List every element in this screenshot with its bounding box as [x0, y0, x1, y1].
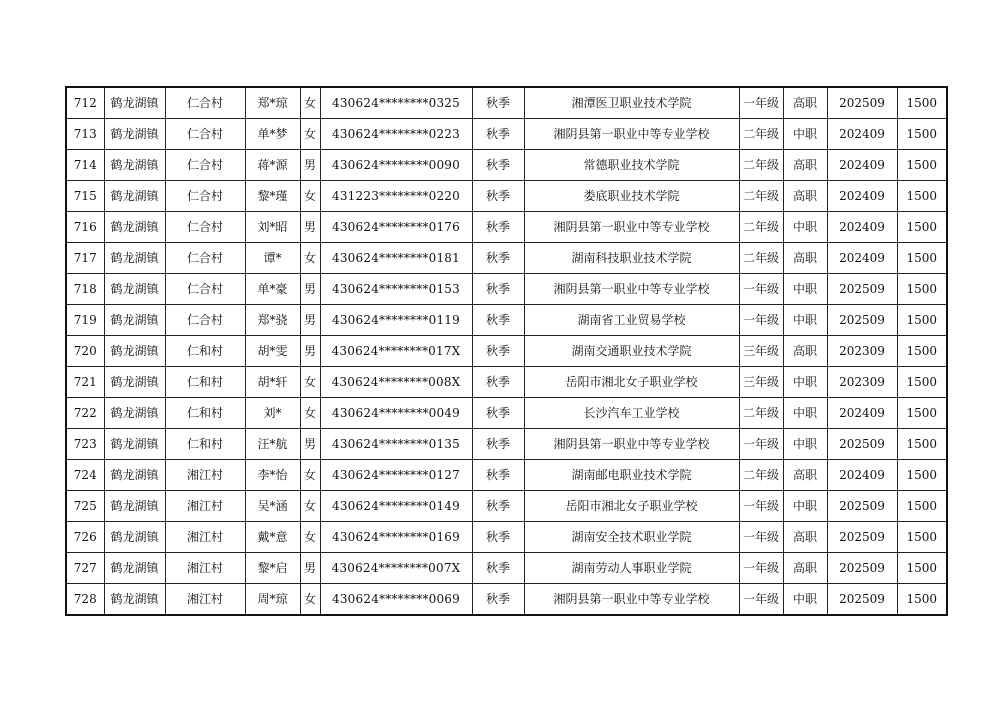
- row-number: 714: [66, 150, 104, 181]
- name-cell: 李*怡: [245, 460, 300, 491]
- row-number: 718: [66, 274, 104, 305]
- table-row: [66, 491, 947, 522]
- table-row: [66, 150, 947, 181]
- term-cell: 秋季: [472, 150, 524, 181]
- enrollment-date-cell: 202509: [827, 305, 897, 336]
- term-cell: 秋季: [472, 584, 524, 616]
- table-row: [66, 212, 947, 243]
- amount-cell: 1500: [897, 491, 947, 522]
- grade-cell: 二年级: [739, 212, 783, 243]
- term-cell: 秋季: [472, 398, 524, 429]
- row-number: 723: [66, 429, 104, 460]
- term-cell: 秋季: [472, 305, 524, 336]
- school-cell: 湖南科技职业技术学院: [524, 243, 739, 274]
- level-cell: 高职: [783, 460, 827, 491]
- level-cell: 中职: [783, 584, 827, 616]
- town-cell: 鹤龙湖镇: [104, 274, 165, 305]
- village-cell: 仁和村: [165, 429, 245, 460]
- table-row: [66, 553, 947, 584]
- level-cell: 中职: [783, 429, 827, 460]
- table-row: [66, 584, 947, 616]
- school-cell: 湘阴县第一职业中等专业学校: [524, 429, 739, 460]
- id-number-cell: 430624********017X: [320, 336, 472, 367]
- row-number: 720: [66, 336, 104, 367]
- town-cell: 鹤龙湖镇: [104, 212, 165, 243]
- amount-cell: 1500: [897, 522, 947, 553]
- town-cell: 鹤龙湖镇: [104, 522, 165, 553]
- school-cell: 常德职业技术学院: [524, 150, 739, 181]
- school-cell: 湖南邮电职业技术学院: [524, 460, 739, 491]
- enrollment-date-cell: 202409: [827, 212, 897, 243]
- village-cell: 仁和村: [165, 367, 245, 398]
- grade-cell: 一年级: [739, 274, 783, 305]
- grade-cell: 一年级: [739, 305, 783, 336]
- grade-cell: 二年级: [739, 150, 783, 181]
- name-cell: 郑*琼: [245, 87, 300, 119]
- village-cell: 湘江村: [165, 522, 245, 553]
- amount-cell: 1500: [897, 336, 947, 367]
- id-number-cell: 430624********0169: [320, 522, 472, 553]
- town-cell: 鹤龙湖镇: [104, 87, 165, 119]
- name-cell: 胡*轩: [245, 367, 300, 398]
- id-number-cell: 430624********0149: [320, 491, 472, 522]
- row-number: 713: [66, 119, 104, 150]
- school-cell: 湘阴县第一职业中等专业学校: [524, 584, 739, 616]
- grade-cell: 三年级: [739, 367, 783, 398]
- level-cell: 高职: [783, 243, 827, 274]
- grade-cell: 一年级: [739, 522, 783, 553]
- school-cell: 湖南劳动人事职业学院: [524, 553, 739, 584]
- level-cell: 高职: [783, 336, 827, 367]
- enrollment-date-cell: 202509: [827, 274, 897, 305]
- term-cell: 秋季: [472, 87, 524, 119]
- id-number-cell: 430624********0153: [320, 274, 472, 305]
- enrollment-date-cell: 202509: [827, 522, 897, 553]
- enrollment-date-cell: 202309: [827, 336, 897, 367]
- town-cell: 鹤龙湖镇: [104, 367, 165, 398]
- id-number-cell: 430624********0176: [320, 212, 472, 243]
- amount-cell: 1500: [897, 305, 947, 336]
- table-row: [66, 181, 947, 212]
- table-row: [66, 460, 947, 491]
- gender-cell: 女: [300, 491, 320, 522]
- name-cell: 刘*: [245, 398, 300, 429]
- grade-cell: 二年级: [739, 119, 783, 150]
- table-row: [66, 87, 947, 119]
- id-number-cell: 430624********008X: [320, 367, 472, 398]
- enrollment-date-cell: 202509: [827, 553, 897, 584]
- student-subsidy-table: [65, 86, 948, 616]
- enrollment-date-cell: 202409: [827, 119, 897, 150]
- row-number: 722: [66, 398, 104, 429]
- enrollment-date-cell: 202509: [827, 429, 897, 460]
- village-cell: 湘江村: [165, 553, 245, 584]
- id-number-cell: 430624********0090: [320, 150, 472, 181]
- town-cell: 鹤龙湖镇: [104, 584, 165, 616]
- school-cell: 湖南安全技术职业学院: [524, 522, 739, 553]
- name-cell: 黎*瑾: [245, 181, 300, 212]
- term-cell: 秋季: [472, 460, 524, 491]
- name-cell: 胡*雯: [245, 336, 300, 367]
- enrollment-date-cell: 202509: [827, 584, 897, 616]
- gender-cell: 女: [300, 181, 320, 212]
- term-cell: 秋季: [472, 243, 524, 274]
- table-body: [66, 87, 947, 615]
- table-row: [66, 305, 947, 336]
- gender-cell: 女: [300, 522, 320, 553]
- gender-cell: 女: [300, 87, 320, 119]
- town-cell: 鹤龙湖镇: [104, 305, 165, 336]
- gender-cell: 女: [300, 584, 320, 616]
- name-cell: 谭*: [245, 243, 300, 274]
- gender-cell: 女: [300, 398, 320, 429]
- town-cell: 鹤龙湖镇: [104, 491, 165, 522]
- name-cell: 刘*昭: [245, 212, 300, 243]
- amount-cell: 1500: [897, 150, 947, 181]
- name-cell: 郑*骁: [245, 305, 300, 336]
- grade-cell: 一年级: [739, 553, 783, 584]
- gender-cell: 男: [300, 305, 320, 336]
- grade-cell: 三年级: [739, 336, 783, 367]
- term-cell: 秋季: [472, 429, 524, 460]
- id-number-cell: 431223********0220: [320, 181, 472, 212]
- id-number-cell: 430624********0223: [320, 119, 472, 150]
- table-row: [66, 398, 947, 429]
- table-row: [66, 274, 947, 305]
- gender-cell: 女: [300, 460, 320, 491]
- term-cell: 秋季: [472, 274, 524, 305]
- grade-cell: 一年级: [739, 491, 783, 522]
- amount-cell: 1500: [897, 429, 947, 460]
- table-row: [66, 336, 947, 367]
- table-row: [66, 429, 947, 460]
- amount-cell: 1500: [897, 274, 947, 305]
- grade-cell: 二年级: [739, 181, 783, 212]
- enrollment-date-cell: 202409: [827, 181, 897, 212]
- term-cell: 秋季: [472, 367, 524, 398]
- id-number-cell: 430624********0127: [320, 460, 472, 491]
- town-cell: 鹤龙湖镇: [104, 460, 165, 491]
- row-number: 725: [66, 491, 104, 522]
- village-cell: 湘江村: [165, 491, 245, 522]
- school-cell: 湘阴县第一职业中等专业学校: [524, 212, 739, 243]
- table-row: [66, 367, 947, 398]
- row-number: 715: [66, 181, 104, 212]
- level-cell: 高职: [783, 181, 827, 212]
- town-cell: 鹤龙湖镇: [104, 336, 165, 367]
- gender-cell: 男: [300, 212, 320, 243]
- term-cell: 秋季: [472, 522, 524, 553]
- gender-cell: 女: [300, 119, 320, 150]
- level-cell: 高职: [783, 150, 827, 181]
- amount-cell: 1500: [897, 119, 947, 150]
- enrollment-date-cell: 202509: [827, 87, 897, 119]
- amount-cell: 1500: [897, 584, 947, 616]
- level-cell: 高职: [783, 87, 827, 119]
- level-cell: 高职: [783, 522, 827, 553]
- amount-cell: 1500: [897, 212, 947, 243]
- gender-cell: 男: [300, 429, 320, 460]
- village-cell: 湘江村: [165, 584, 245, 616]
- row-number: 726: [66, 522, 104, 553]
- term-cell: 秋季: [472, 181, 524, 212]
- village-cell: 仁合村: [165, 212, 245, 243]
- village-cell: 仁合村: [165, 150, 245, 181]
- row-number: 724: [66, 460, 104, 491]
- grade-cell: 一年级: [739, 429, 783, 460]
- school-cell: 长沙汽车工业学校: [524, 398, 739, 429]
- school-cell: 岳阳市湘北女子职业学校: [524, 491, 739, 522]
- row-number: 727: [66, 553, 104, 584]
- level-cell: 中职: [783, 119, 827, 150]
- id-number-cell: 430624********0325: [320, 87, 472, 119]
- level-cell: 中职: [783, 398, 827, 429]
- term-cell: 秋季: [472, 336, 524, 367]
- term-cell: 秋季: [472, 553, 524, 584]
- village-cell: 仁合村: [165, 243, 245, 274]
- school-cell: 湘阴县第一职业中等专业学校: [524, 119, 739, 150]
- grade-cell: 一年级: [739, 87, 783, 119]
- name-cell: 单*豪: [245, 274, 300, 305]
- amount-cell: 1500: [897, 87, 947, 119]
- table-row: [66, 522, 947, 553]
- gender-cell: 女: [300, 243, 320, 274]
- table-row: [66, 243, 947, 274]
- enrollment-date-cell: 202409: [827, 150, 897, 181]
- gender-cell: 男: [300, 336, 320, 367]
- enrollment-date-cell: 202409: [827, 398, 897, 429]
- name-cell: 戴*意: [245, 522, 300, 553]
- school-cell: 湘阴县第一职业中等专业学校: [524, 274, 739, 305]
- town-cell: 鹤龙湖镇: [104, 398, 165, 429]
- row-number: 721: [66, 367, 104, 398]
- amount-cell: 1500: [897, 181, 947, 212]
- row-number: 716: [66, 212, 104, 243]
- gender-cell: 女: [300, 367, 320, 398]
- school-cell: 娄底职业技术学院: [524, 181, 739, 212]
- name-cell: 吴*涵: [245, 491, 300, 522]
- village-cell: 仁合村: [165, 274, 245, 305]
- amount-cell: 1500: [897, 367, 947, 398]
- term-cell: 秋季: [472, 491, 524, 522]
- grade-cell: 二年级: [739, 243, 783, 274]
- id-number-cell: 430624********0135: [320, 429, 472, 460]
- row-number: 728: [66, 584, 104, 616]
- gender-cell: 男: [300, 553, 320, 584]
- name-cell: 汪*航: [245, 429, 300, 460]
- id-number-cell: 430624********007X: [320, 553, 472, 584]
- enrollment-date-cell: 202409: [827, 243, 897, 274]
- level-cell: 中职: [783, 367, 827, 398]
- town-cell: 鹤龙湖镇: [104, 429, 165, 460]
- name-cell: 周*琼: [245, 584, 300, 616]
- amount-cell: 1500: [897, 460, 947, 491]
- grade-cell: 二年级: [739, 460, 783, 491]
- village-cell: 仁合村: [165, 305, 245, 336]
- grade-cell: 一年级: [739, 584, 783, 616]
- term-cell: 秋季: [472, 119, 524, 150]
- level-cell: 高职: [783, 553, 827, 584]
- amount-cell: 1500: [897, 398, 947, 429]
- amount-cell: 1500: [897, 553, 947, 584]
- school-cell: 湘潭医卫职业技术学院: [524, 87, 739, 119]
- id-number-cell: 430624********0069: [320, 584, 472, 616]
- name-cell: 蒋*源: [245, 150, 300, 181]
- grade-cell: 二年级: [739, 398, 783, 429]
- term-cell: 秋季: [472, 212, 524, 243]
- table-row: [66, 119, 947, 150]
- school-cell: 湖南交通职业技术学院: [524, 336, 739, 367]
- gender-cell: 男: [300, 274, 320, 305]
- amount-cell: 1500: [897, 243, 947, 274]
- gender-cell: 男: [300, 150, 320, 181]
- town-cell: 鹤龙湖镇: [104, 119, 165, 150]
- village-cell: 湘江村: [165, 460, 245, 491]
- village-cell: 仁合村: [165, 119, 245, 150]
- village-cell: 仁合村: [165, 181, 245, 212]
- enrollment-date-cell: 202309: [827, 367, 897, 398]
- town-cell: 鹤龙湖镇: [104, 553, 165, 584]
- level-cell: 中职: [783, 491, 827, 522]
- level-cell: 中职: [783, 274, 827, 305]
- enrollment-date-cell: 202409: [827, 460, 897, 491]
- name-cell: 黎*启: [245, 553, 300, 584]
- town-cell: 鹤龙湖镇: [104, 150, 165, 181]
- enrollment-date-cell: 202509: [827, 491, 897, 522]
- village-cell: 仁合村: [165, 87, 245, 119]
- row-number: 712: [66, 87, 104, 119]
- name-cell: 单*梦: [245, 119, 300, 150]
- school-cell: 湖南省工业贸易学校: [524, 305, 739, 336]
- row-number: 719: [66, 305, 104, 336]
- level-cell: 中职: [783, 212, 827, 243]
- id-number-cell: 430624********0119: [320, 305, 472, 336]
- village-cell: 仁和村: [165, 336, 245, 367]
- level-cell: 中职: [783, 305, 827, 336]
- row-number: 717: [66, 243, 104, 274]
- id-number-cell: 430624********0181: [320, 243, 472, 274]
- town-cell: 鹤龙湖镇: [104, 243, 165, 274]
- school-cell: 岳阳市湘北女子职业学校: [524, 367, 739, 398]
- town-cell: 鹤龙湖镇: [104, 181, 165, 212]
- village-cell: 仁和村: [165, 398, 245, 429]
- id-number-cell: 430624********0049: [320, 398, 472, 429]
